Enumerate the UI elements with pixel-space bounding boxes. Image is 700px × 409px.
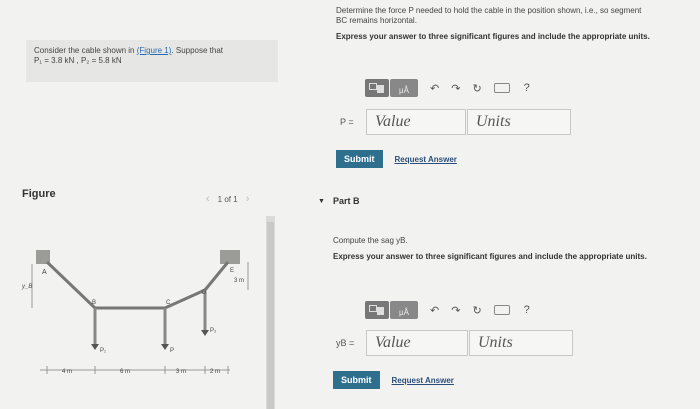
redo-icon[interactable]: ↷ <box>451 304 461 317</box>
part-a-answer-row <box>340 109 571 135</box>
dim-label-bc: 6 m <box>120 369 131 375</box>
undo-icon[interactable]: ↶ <box>430 82 440 95</box>
part-a-question-2: BC remains horizontal. <box>336 16 417 25</box>
point-label-a: A <box>42 269 47 276</box>
part-a <box>336 6 692 42</box>
cable <box>47 262 228 308</box>
part-a-instruction: Express your answer to three significant figures and include the appropriate units. <box>336 32 650 41</box>
sag-label: y_B <box>22 284 33 290</box>
part-a-toolbar <box>365 76 530 100</box>
part-b-instruction: Express your answer to three significant figures and include the appropriate units. <box>333 252 647 261</box>
dim-label-ab: 4 m <box>62 369 73 375</box>
part-b-question: Compute the sag yB. <box>333 236 408 245</box>
redo-icon[interactable]: ↷ <box>451 82 461 95</box>
load-arrow-p <box>161 344 169 350</box>
support-e <box>220 250 240 264</box>
reset-icon[interactable]: ↻ <box>472 304 482 317</box>
help-icon[interactable]: ? <box>523 304 530 316</box>
load-arrow-1 <box>91 344 99 350</box>
yb-variable-label: yB = <box>336 338 355 348</box>
load-arrow-2 <box>201 330 209 336</box>
part-b-request-answer-link[interactable]: Request Answer <box>391 375 454 385</box>
help-icon[interactable]: ? <box>523 82 530 94</box>
part-a-question-1: Determine the force P needed to hold the cable in the position shown, i.e., so segment <box>336 6 642 15</box>
part-a-actions <box>336 150 457 168</box>
p-units-input[interactable]: Units <box>467 109 571 135</box>
point-label-c: C <box>166 300 171 306</box>
problem-suppose: . Suppose that <box>171 46 224 55</box>
figure-scrollbar-thumb[interactable] <box>267 222 274 409</box>
figure-label: Figure <box>22 188 56 200</box>
part-b-answer-row <box>336 330 573 356</box>
keyboard-icon[interactable] <box>494 305 510 315</box>
part-b-submit-button[interactable]: Submit <box>333 371 380 389</box>
collapse-triangle-icon[interactable]: ▼ <box>318 197 325 205</box>
part-b-toolbar <box>365 298 530 322</box>
templates-icon[interactable] <box>365 301 389 319</box>
problem-values: P₁ = 3.8 kN , P₂ = 5.8 kN <box>34 56 122 65</box>
p-variable-label: P = <box>340 117 354 127</box>
figure-pager <box>206 193 249 205</box>
part-b-header[interactable] <box>318 196 359 206</box>
part-a-submit-button[interactable]: Submit <box>336 150 383 168</box>
pager-text: 1 of 1 <box>217 194 238 204</box>
yb-units-input[interactable]: Units <box>469 330 573 356</box>
problem-statement <box>26 40 278 82</box>
yb-value-input[interactable]: Value <box>366 330 468 356</box>
keyboard-icon[interactable] <box>494 83 510 93</box>
problem-intro: Consider the cable shown in <box>34 46 137 55</box>
p-value-input[interactable]: Value <box>366 109 466 135</box>
point-label-b: B <box>92 300 97 306</box>
dim-label-right: 3 m <box>234 278 245 284</box>
part-b-actions <box>333 371 454 389</box>
templates-icon[interactable] <box>365 79 389 97</box>
prev-figure-icon[interactable]: ‹ <box>206 193 210 205</box>
point-label-d: D <box>202 290 207 296</box>
units-symbols-icon[interactable]: μÅ <box>390 79 418 97</box>
part-b-title: Part B <box>332 196 360 206</box>
part-a-request-answer-link[interactable]: Request Answer <box>394 154 457 164</box>
units-symbols-icon[interactable]: μÅ <box>390 301 418 319</box>
point-label-e: E <box>230 268 235 274</box>
dim-label-cd: 3 m <box>176 369 187 375</box>
load-label-p: P <box>170 348 175 354</box>
cable-figure <box>20 220 275 400</box>
dim-label-de: 2 m <box>210 369 221 375</box>
reset-icon[interactable]: ↻ <box>472 82 482 95</box>
load-label-2: P₂ <box>210 328 217 334</box>
load-label-1: P₁ <box>100 348 107 354</box>
next-figure-icon[interactable]: › <box>245 193 250 205</box>
undo-icon[interactable]: ↶ <box>430 304 440 317</box>
part-b-text <box>333 236 693 262</box>
figure-link[interactable]: (Figure 1) <box>136 46 172 55</box>
